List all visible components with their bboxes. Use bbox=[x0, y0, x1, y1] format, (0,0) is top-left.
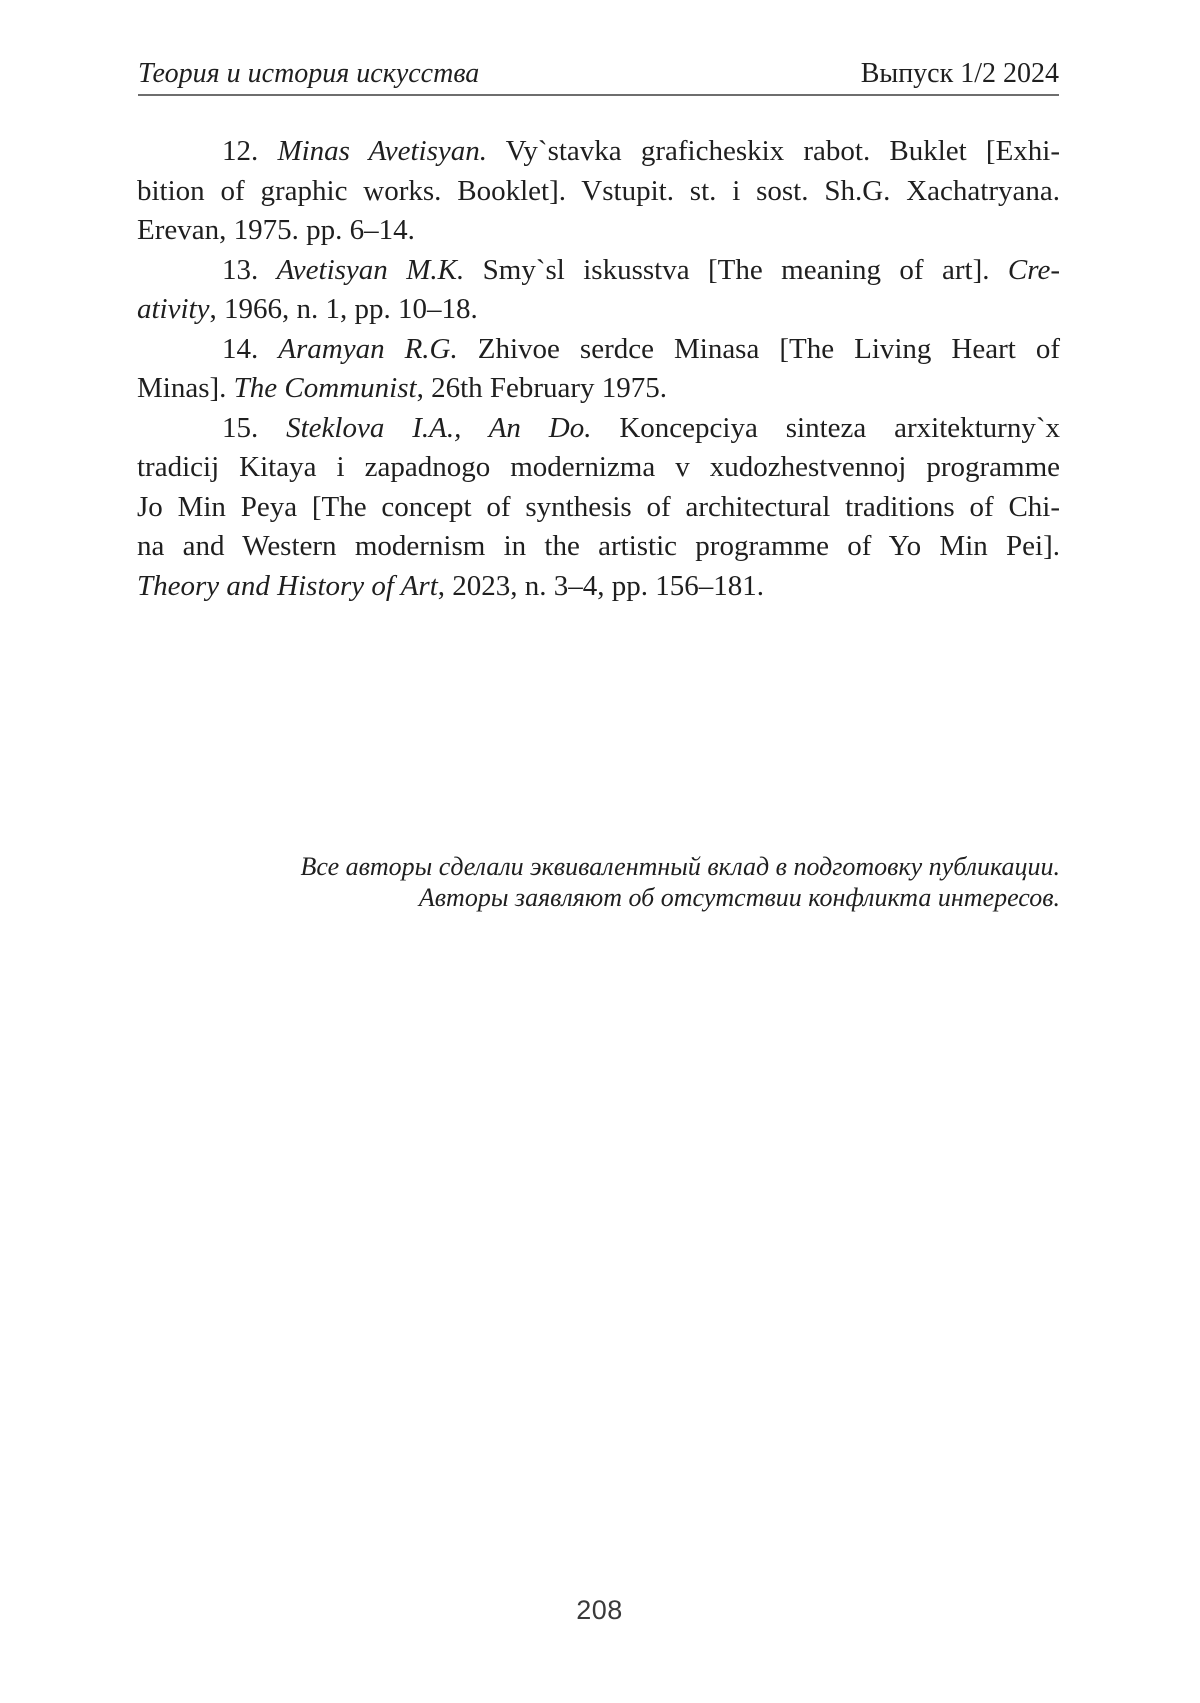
reference-segment: Minas]. bbox=[137, 372, 234, 404]
reference-segment: 12. bbox=[222, 135, 278, 167]
reference-segment-italic: Steklova I.A., An Do. bbox=[286, 411, 592, 444]
reference-item bbox=[137, 409, 1060, 607]
authors-note-line: Авторы заявляют об отсутствии конфликта интересов. bbox=[418, 883, 1060, 912]
authors-note-line: Все авторы сделали эквивалентный вклад в подготовку публикации. bbox=[300, 852, 1060, 881]
reference-line bbox=[137, 132, 1060, 172]
reference-segment-italic: Aramyan R.G. bbox=[278, 332, 458, 365]
reference-item bbox=[137, 251, 1060, 330]
reference-segment: tradicij Kitaya i zapadnogo modernizma v xudozhestvennoj programme bbox=[137, 451, 1060, 483]
reference-line bbox=[137, 488, 1060, 528]
references-list bbox=[137, 132, 1060, 606]
reference-line bbox=[137, 527, 1060, 567]
reference-line bbox=[137, 567, 1060, 607]
reference-segment: , 2023, n. 3–4, pp. 156–181. bbox=[437, 569, 764, 602]
reference-segment: , 26th February 1975. bbox=[416, 372, 668, 404]
reference-segment: 14. bbox=[222, 332, 279, 365]
reference-line bbox=[137, 448, 1060, 488]
reference-segment: Vy`stavka graficheskix rabot. Buklet [Exhi- bbox=[487, 135, 1061, 167]
reference-segment: Smy`sl iskusstva [The meaning of art]. bbox=[464, 253, 1008, 286]
reference-segment: bition of graphic works. Booklet]. Vstupit. st. i sost. Sh.G. Xachatryana. bbox=[137, 174, 1060, 207]
authors-note bbox=[137, 851, 1060, 913]
page-number: 208 bbox=[576, 1595, 623, 1625]
page-header bbox=[138, 57, 1059, 91]
issue-label: Выпуск 1/2 2024 bbox=[860, 58, 1059, 89]
reference-segment-italic: Avetisyan M.K. bbox=[276, 253, 465, 286]
reference-segment-italic: ativity bbox=[137, 293, 210, 325]
reference-item bbox=[137, 330, 1060, 409]
reference-segment: 13. bbox=[222, 253, 277, 286]
reference-line bbox=[137, 172, 1060, 212]
reference-segment: Erevan, 1975. pp. 6–14. bbox=[137, 214, 415, 246]
reference-segment: Jo Min Peya [The concept of synthesis of architectural traditions of Chi- bbox=[137, 490, 1060, 523]
reference-segment: Zhivoe serdce Minasa [The Living Heart of bbox=[457, 332, 1061, 365]
reference-line bbox=[137, 330, 1060, 370]
running-title: Теория и история искусства bbox=[138, 58, 480, 89]
reference-segment: 15. bbox=[222, 411, 287, 444]
reference-segment: Koncepciya sinteza arxitekturny`x bbox=[591, 411, 1060, 444]
reference-line bbox=[137, 251, 1060, 291]
reference-line bbox=[137, 211, 1060, 251]
reference-segment-italic: The Communist bbox=[233, 372, 417, 404]
reference-segment-italic: Minas Avetisyan. bbox=[277, 135, 488, 167]
reference-item bbox=[137, 132, 1060, 251]
reference-line bbox=[137, 290, 1060, 330]
reference-segment-italic: Cre- bbox=[1007, 253, 1060, 286]
reference-segment-italic: Theory and History of Art bbox=[137, 569, 438, 602]
reference-line bbox=[137, 369, 1060, 409]
reference-line bbox=[137, 409, 1060, 449]
reference-segment: na and Western modernism in the artistic programme of Yo Min Pei]. bbox=[137, 530, 1060, 562]
reference-segment: , 1966, n. 1, pp. 10–18. bbox=[209, 293, 478, 325]
header-rule bbox=[138, 94, 1059, 96]
